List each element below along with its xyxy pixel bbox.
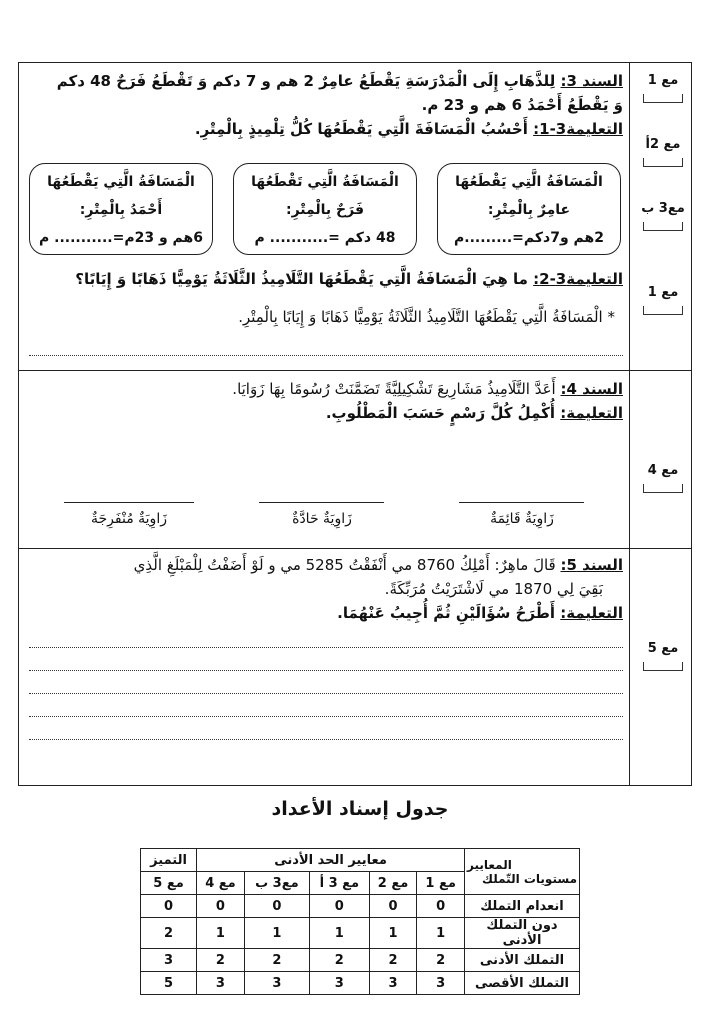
angle-draw-line[interactable] [459,502,584,503]
criterion-mark: مع 1 [635,73,691,103]
table-row: التملك الأدنى 2 2 2 2 2 3 [141,949,580,972]
answer-line[interactable] [29,694,623,717]
answer-line[interactable] [29,648,623,671]
grading-table: المعايير مستويات التّملك معايير الحد الأدنى التميز مع 1 مع 2 مع 3 أ مع3 ب مع 4 مع 5 انعدام التملك 0 0 0 0 0 0 دون التملك الأدنى 1 1 1 1 1 2 التملك الأدنى 2 2 2 2 2 3 التملك الأقصى 3 3 3 3 3 5 [140,848,580,995]
grading-table-title: جدول إسناد الأعداد [271,798,449,820]
angle-label-right: زَاوِيَةٌ قَائِمَةٌ [490,511,554,527]
distance-boxes [29,163,621,255]
sanad4-section: السند 4: أَعَدَّ التَّلَامِيذُ مَشَارِيعَ تَشْكِيلِيَّةً تَضَمَّنَتْ رُسُومًا بِهَا زَوَايَا. التعليمة: أُكْمِلُ كُلَّ رَسْمٍ حَسَبَ الْمَطْلُوبِ. [232,380,623,422]
criteria-divider [629,63,630,785]
table-row: التملك الأقصى 3 3 3 3 3 5 [141,972,580,995]
criterion-mark: مع 4 [635,463,691,493]
criterion-mark: مع 1 [635,285,691,315]
answer-line[interactable] [29,671,623,694]
sanad5-section: السند 5: قَالَ ماهِرٌ: أَمْلِكُ 8760 مي أَنْفَقْتُ 5285 مي و لَوْ أَضَفْتُ لِلْمَبْلَغِ الَّذِي بَقِيَ لِي 1870 مي لَاشْتَرَيْتُ مُرَبِّكَةً. التعليمة: أَطْرَحُ سُؤَالَيْنِ ثُمَّ أُجِيبُ عَنْهُمَا. [23,553,623,740]
sanad3-line1: السند 3: لِلذَّهَابِ إِلَى الْمَدْرَسَةِ يَقْطَعُ عامِرٌ 2 هم و 7 دكم وَ تَقْطَعُ فَرَحٌ 48 دكم [56,72,623,90]
score-box[interactable] [643,92,683,103]
angle-draw-line[interactable] [259,502,384,503]
distance-box-ahmed: الْمَسَافَةُ الَّتِي يَقْطَعُهَا أَحْمَدُ بِالْمِتْرِ: 6هم و 23م=........... م [29,163,213,255]
score-box[interactable] [643,482,683,493]
criterion-mark: مع 5 [635,641,691,671]
worksheet [18,62,692,786]
criterion-mark: مع3 ب [635,201,691,231]
answer-prompt: * الْمَسَافَةُ الَّتِي يَقْطَعُهَا التَّلَامِيذُ الثَّلَاثَةُ يَوْمِيًّا ذَهَابًا وَ إِيَابًا بِالْمِتْرِ. [238,308,615,326]
score-box[interactable] [643,660,683,671]
section-divider [19,548,691,549]
answer-field[interactable]: 6هم و 23م=........... م [38,230,203,246]
sanad3-line2: وَ يَقْطَعُ أَحْمَدُ 6 هم و 23 م. [421,96,623,114]
table-row: دون التملك الأدنى 1 1 1 1 1 2 [141,918,580,949]
angle-label-obtuse: زَاوِيَةٌ مُنْفَرِجَةٌ [91,511,167,527]
score-box[interactable] [643,156,683,167]
distance-box-amer: الْمَسَافَةُ الَّتِي يَقْطَعُهَا عامِرٌ بِالْمِتْرِ: 2هم و7دكم=.........م [437,163,621,255]
answer-field[interactable]: 48 دكم =........... م [254,230,396,246]
score-box[interactable] [643,220,683,231]
header-criteria-cell: المعايير مستويات التّملك [465,849,580,895]
table-row: انعدام التملك 0 0 0 0 0 0 [141,895,580,918]
answer-field[interactable]: 2هم و7دكم=.........م [454,230,604,246]
sanad3-label: السند 3: [560,72,623,90]
header-excellence: التميز [141,849,197,872]
answer-line[interactable] [29,625,623,648]
distance-box-farah: الْمَسَافَةُ الَّتِي تَقْطَعُهَا فَرَحٌ بِالْمِتْرِ: 48 دكم =........... م [233,163,417,255]
answer-line[interactable] [29,333,623,356]
sanad3-task2: التعليمة3-2: ما هِيَ الْمَسَافَةُ الَّتِي يَقْطَعُهَا التَّلَامِيذُ الثَّلَاثَةُ يَوْمِيًّا ذَهَابًا وَ إِيَابًا؟ * الْمَسَافَةُ الَّتِي يَقْطَعُهَا التَّلَامِيذُ الثَّلَاثَةُ يَوْمِيًّا ذَهَابًا وَ إِيَابًا بِالْمِتْرِ. [23,267,623,356]
sanad3-task1: التعليمة3-1: أَحْسُبُ الْمَسَافَةَ الَّتِي يَقْطَعُهَا كُلُّ تِلْمِيذٍ بِالْمِتْرِ. [194,120,623,138]
section-divider [19,370,691,371]
criterion-mark: مع 2أ [635,137,691,167]
angle-label-acute: زَاوِيَةٌ حَادَّةٌ [292,511,352,527]
score-box[interactable] [643,304,683,315]
header-min: معايير الحد الأدنى [197,849,465,872]
answer-line[interactable] [29,717,623,740]
sanad3-section [23,69,623,141]
angle-draw-line[interactable] [64,502,194,503]
